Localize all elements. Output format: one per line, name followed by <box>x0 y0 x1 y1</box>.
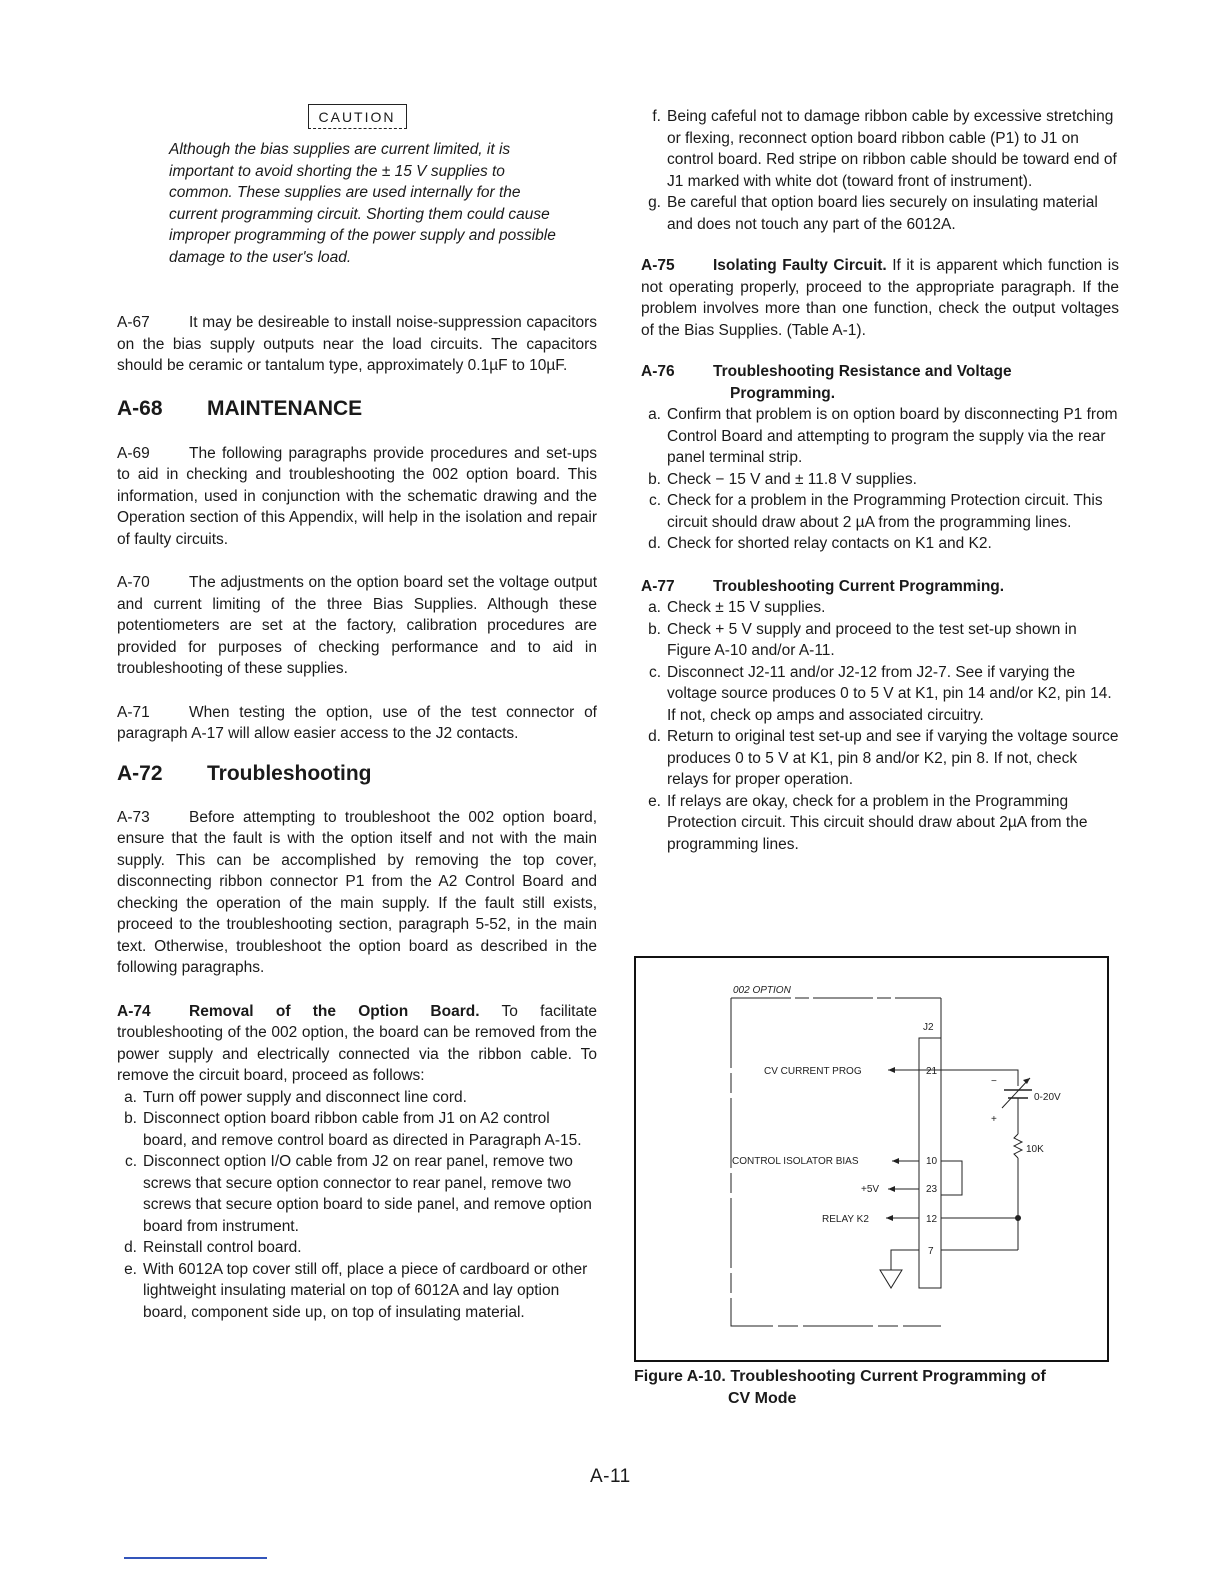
list-item <box>641 533 1119 555</box>
paragraph-text: If it is apparent which function is not operating properly, proceed to the appropriate paragraph. If the problem involves more than one function, check the output voltages of the Bias Supplies. (Table A-1). <box>641 257 1119 339</box>
item-text: Be careful that option board lies securely on insulating material and does not touch any part of the 6012A. <box>667 194 1098 233</box>
item-letter: c. <box>124 1153 137 1170</box>
item-letter: a. <box>648 406 661 423</box>
item-text: If relays are okay, check for a problem in the Programming Protection circuit. This circuit should draw about 2µA from the programming lines. <box>667 792 1088 853</box>
paragraph-text: Before attempting to troubleshoot the 002 option board, ensure that the fault is with the option itself and not with the main supply. This can be accomplished by removing the top cover, disconnecting ribbon connector P1 from the A2 Control Board and checking the operation of the main supply. If the fault still exists, proceed to the troubleshooting section, paragraph 5-52, in the main text. Otherwise, troubleshoot the option board as described in the following paragraphs. <box>117 808 597 976</box>
item-letter: d. <box>124 1239 137 1256</box>
caption-line-2: CV Mode <box>728 1390 797 1407</box>
pin-label: 23 <box>926 1184 938 1195</box>
caption-line-1: Figure A-10. Troubleshooting Current Programming of <box>634 1368 1046 1385</box>
item-letter: d. <box>648 535 661 552</box>
list-item <box>641 619 1119 662</box>
item-letter: a. <box>648 599 661 616</box>
arrow-icon <box>886 1215 893 1221</box>
item-letter: e. <box>648 792 661 810</box>
paragraph-text: It may be desireable to install noise-suppression capacitors on the bias supply outputs near the load circuits. The capacitors should be ceramic or tantalum type, approximately 0.1µF to 10µF. <box>117 314 597 374</box>
paragraph-number: A-75 <box>641 257 675 274</box>
item-text: Check for shorted relay contacts on K1 and K2. <box>667 535 992 552</box>
paragraph-a75 <box>641 255 1119 341</box>
list-item <box>117 1151 597 1237</box>
list-item <box>641 490 1119 533</box>
arrow-icon <box>888 1186 895 1192</box>
paragraph-title: Troubleshooting Current Programming. <box>713 577 1005 595</box>
signal-label: CONTROL ISOLATOR BIAS <box>732 1156 859 1167</box>
paragraph-text: To facilitate troubleshooting of the 002 option, the board can be removed from the power supply and electrically connected via the ribbon cable. To remove the circuit board, proceed as follows: <box>117 1002 598 1084</box>
item-text: Confirm that problem is on option board by disconnecting P1 from Control Board and attempting to program the supply via the rear panel terminal strip. <box>667 406 1118 466</box>
paragraph-a73 <box>117 807 597 979</box>
pin-label: 12 <box>926 1214 938 1225</box>
signal-label: CV CURRENT PROG <box>764 1066 862 1077</box>
paragraph-title: Removal of the Option Board. <box>189 1002 480 1020</box>
figure-a10 <box>634 956 1109 1362</box>
option-label: 002 OPTION <box>733 985 791 996</box>
left-column <box>117 104 597 1323</box>
removal-steps-list <box>117 1087 597 1324</box>
footer-rule <box>124 1557 267 1559</box>
paragraph-a71 <box>117 702 597 745</box>
item-text: With 6012A top cover still off, place a piece of cardboard or other lightweight insulating material on top of 6012A and lay option board, component side up, on top of insulating material. <box>143 1260 588 1321</box>
paragraph-a74 <box>117 1001 597 1087</box>
caution-label: CAUTION <box>308 104 407 129</box>
paragraph-a77 <box>641 576 1119 856</box>
figure-caption <box>634 1366 1116 1410</box>
pin-label: 7 <box>928 1246 934 1257</box>
paragraph-heading <box>641 361 1119 383</box>
item-text: Disconnect J2-11 and/or J2-12 from J2-7. See if varying the voltage source produces 0 to 5 V at K1, pin 14 and/or K2, pin 14. If not, check op amps and associated circuitry. <box>667 663 1112 724</box>
list-item <box>641 106 1119 192</box>
source-minus: − <box>991 1076 997 1087</box>
list-item <box>641 597 1119 619</box>
signal-label: +5V <box>861 1184 880 1195</box>
item-text: Reinstall control board. <box>143 1239 302 1256</box>
list-item <box>641 726 1119 791</box>
resistor-label: 10K <box>1026 1144 1044 1155</box>
list-item <box>117 1259 597 1324</box>
list-item <box>641 192 1119 235</box>
item-letter: d. <box>648 728 661 745</box>
pin-label: 10 <box>926 1156 938 1167</box>
signal-label: RELAY K2 <box>822 1214 869 1225</box>
paragraph-text: The adjustments on the option board set the voltage output and current limiting of the three Bias Supplies. Although these potentiometers are set at the factory, calibration procedures are provided for purposes of checking performance and to aid in troubleshooting of these supplies. <box>117 574 597 677</box>
source-label: 0-20V <box>1034 1092 1061 1103</box>
paragraph-a70 <box>117 572 597 680</box>
source-plus: + <box>991 1114 997 1125</box>
page-number: A-11 <box>590 1466 631 1487</box>
list-item <box>117 1237 597 1259</box>
heading-number: A-68 <box>117 396 163 420</box>
item-letter: g. <box>648 194 661 211</box>
list-item <box>117 1108 597 1151</box>
item-text: Turn off power supply and disconnect line cord. <box>143 1088 467 1106</box>
paragraph-title: Troubleshooting Resistance and Voltage <box>713 363 1012 380</box>
heading-title: MAINTENANCE <box>207 396 363 420</box>
jumper-wire <box>941 1161 962 1195</box>
item-letter: c. <box>648 492 661 509</box>
paragraph-text: The following paragraphs provide procedures and set-ups to aid in checking and troubleshooting the 002 option board. This information, used in conjunction with the schematic drawing and the Operation section of this Appendix, will help in the isolation and repair of faulty circuits. <box>117 444 597 548</box>
paragraph-title-cont: Programming. <box>730 384 836 402</box>
arrow-icon <box>892 1158 899 1164</box>
paragraph-number: A-67 <box>117 314 150 331</box>
junction-dot <box>1015 1215 1021 1221</box>
item-text: Check + 5 V supply and proceed to the test set-up shown in Figure A-10 and/or A-11. <box>667 620 1077 659</box>
paragraph-number: A-76 <box>641 363 675 380</box>
heading-maintenance <box>117 396 597 422</box>
paragraph-a69 <box>117 443 597 551</box>
list-item <box>641 469 1119 491</box>
list-item <box>641 404 1119 469</box>
item-letter: c. <box>648 663 661 681</box>
pin-label: 21 <box>926 1066 938 1077</box>
heading-troubleshooting <box>117 761 597 787</box>
item-text: Check ± 15 V supplies. <box>667 599 826 616</box>
item-letter: e. <box>124 1260 137 1278</box>
item-text: Disconnect option I/O cable from J2 on rear panel, remove two screws that secure option connector to rear panel, remove two screws that secure option board to side panel, and remove option board from instrument. <box>143 1153 592 1235</box>
item-text: Return to original test set-up and see if varying the voltage source produces 0 to 5 V at K1, pin 8 and/or K2, pin 8. If not, check relays for proper operation. <box>667 728 1119 788</box>
item-text: Disconnect option board ribbon cable from J1 on A2 control board, and remove control board as directed in Paragraph A-15. <box>143 1110 582 1149</box>
right-column <box>641 106 1119 855</box>
paragraph-number: A-71 <box>117 703 150 721</box>
item-letter: b. <box>124 1110 137 1127</box>
caution-text: Although the bias supplies are current limited, it is important to avoid shorting the ± 15 V supplies to common. These supplies are used internally for the current programming circuit. Shorting them could cause improper programming of the power supply and possible damage to the user's load. <box>169 141 556 266</box>
item-letter: b. <box>648 620 661 638</box>
item-letter: a. <box>124 1088 137 1106</box>
heading-title: Troubleshooting <box>207 761 372 785</box>
arrow-icon <box>1023 1078 1030 1084</box>
paragraph-number: A-77 <box>641 577 675 595</box>
paragraph-title: Isolating Faulty Circuit. <box>713 257 887 274</box>
item-letter: f. <box>652 108 661 125</box>
arrow-icon <box>888 1067 895 1073</box>
item-text: Check − 15 V and ± 11.8 V supplies. <box>667 470 917 488</box>
paragraph-heading <box>641 576 1119 598</box>
heading-number: A-72 <box>117 761 163 785</box>
list-item <box>641 791 1119 856</box>
paragraph-a67 <box>117 312 597 377</box>
paragraph-number: A-70 <box>117 574 150 591</box>
paragraph-number: A-73 <box>117 808 150 826</box>
schematic-diagram <box>636 958 1107 1360</box>
resistor-icon <box>1014 1134 1022 1158</box>
paragraph-a76 <box>641 361 1119 555</box>
paragraph-number: A-74 <box>117 1002 151 1020</box>
ground-icon <box>880 1270 902 1288</box>
continued-steps-list <box>641 106 1119 235</box>
list-item <box>117 1087 597 1109</box>
j2-label: J2 <box>923 1022 934 1033</box>
item-text: Being cafeful not to damage ribbon cable by excessive stretching or flexing, reconnect option board ribbon cable (P1) to J1 on control board. Red stripe on ribbon cable should be toward end of J1 marked with white dot (toward front of instrument). <box>667 108 1117 190</box>
paragraph-number: A-69 <box>117 444 150 462</box>
list-item <box>641 662 1119 727</box>
item-letter: b. <box>648 470 661 488</box>
paragraph-text: When testing the option, use of the test connector of paragraph A-17 will allow easier access to the J2 contacts. <box>117 703 597 742</box>
caution-block <box>117 104 597 129</box>
item-text: Check for a problem in the Programming Protection circuit. This circuit should draw about 2 µA from the programming lines. <box>667 492 1103 531</box>
